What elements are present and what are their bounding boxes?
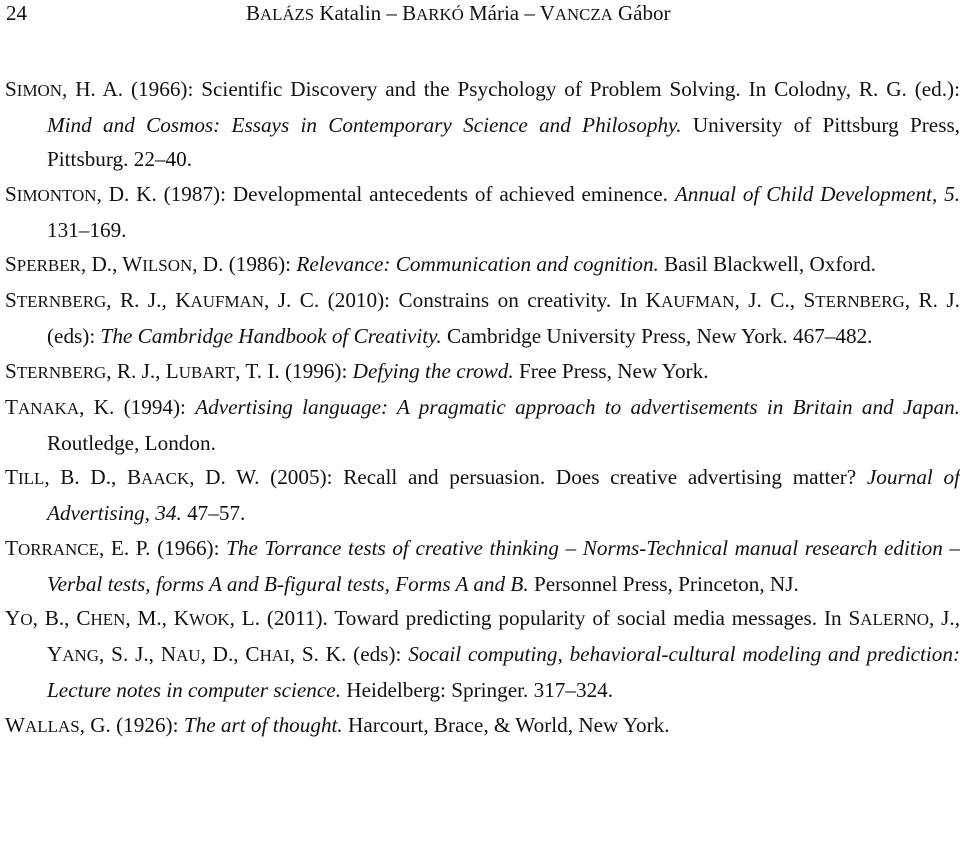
- reference-text: K: [175, 288, 191, 313]
- reference-text: University of Pittsburg Press, Pittsburg. 22–40.: [47, 113, 960, 172]
- reference-text: TERNBERG: [815, 292, 905, 312]
- reference-text: N: [160, 642, 177, 667]
- reference-entry: [5, 72, 960, 177]
- reference-text: W: [122, 252, 143, 277]
- reference-text: ALERNO: [860, 610, 929, 630]
- reference-title: The Torrance tests of creative thinking – Norms-Technical manual research edition – Verbal tests, forms A and B-figural tests, Forms A and B.: [47, 535, 960, 596]
- reference-text: AACK: [141, 469, 190, 489]
- reference-text: ANG: [62, 646, 100, 666]
- reference-text: Y: [5, 606, 21, 631]
- reference-text: , J.,: [929, 606, 960, 631]
- reference-text: HEN: [90, 610, 126, 630]
- reference-title: The art of thought.: [183, 712, 343, 737]
- reference-text: S: [5, 181, 17, 206]
- reference-text: T: [5, 394, 18, 419]
- reference-text: , D.,: [200, 642, 246, 667]
- reference-text: , D. K. (1987): Developmental antecedents of achieved eminence.: [96, 181, 675, 206]
- reference-text: , E. P. (1966):: [98, 535, 227, 560]
- reference-text: , D.,: [80, 252, 123, 277]
- reference-text: C: [245, 642, 260, 667]
- reference-text: , S. J.,: [99, 642, 161, 667]
- reference-title: Relevance: Communication and cognition.: [296, 252, 659, 277]
- reference-text: , R. J. (eds):: [47, 288, 960, 349]
- reference-entry: [5, 708, 960, 744]
- reference-entry: [5, 354, 960, 390]
- running-header: [6, 0, 956, 26]
- reference-entry: [5, 601, 960, 708]
- reference-text: ILL: [17, 469, 45, 489]
- reference-text: AU: [176, 646, 201, 666]
- reference-title: Annual of Child Development, 5.: [674, 181, 960, 206]
- reference-text: , D. (1986):: [192, 252, 297, 277]
- reference-text: ALLAS: [25, 716, 80, 736]
- reference-title: Journal of Advertising, 34.: [47, 465, 960, 526]
- reference-text: , S. K. (eds):: [289, 642, 409, 667]
- reference-text: IMON: [16, 81, 63, 100]
- reference-text: S: [848, 606, 861, 631]
- reference-text: Heidelberg: Springer. 317–324.: [341, 678, 614, 703]
- reference-text: W: [5, 712, 25, 737]
- running-head-segment: Katalin –: [314, 1, 403, 25]
- reference-text: , R. J.,: [106, 288, 176, 313]
- reference-text: ANAKA: [17, 398, 80, 418]
- running-head-segment: V: [539, 1, 555, 25]
- reference-text: ILSON: [142, 256, 193, 276]
- reference-text: AUFMAN: [190, 292, 265, 312]
- reference-text: Cambridge University Press, New York. 467–482.: [441, 324, 873, 349]
- reference-title: Socail computing, behavioral-cultural modeling and prediction: Lecture notes in computer science.: [47, 642, 960, 703]
- reference-text: 131–169.: [47, 217, 127, 242]
- reference-text: S: [5, 288, 17, 313]
- reference-text: Harcourt, Brace, & World, New York.: [342, 712, 670, 737]
- reference-text: , B.,: [32, 606, 77, 631]
- reference-text: K: [173, 606, 190, 631]
- reference-text: T: [5, 465, 18, 490]
- reference-text: Basil Blackwell, Oxford.: [658, 252, 876, 277]
- reference-text: S: [803, 288, 816, 313]
- reference-entry: [5, 460, 960, 530]
- reference-text: T: [5, 535, 18, 560]
- running-head-authors: [246, 0, 670, 28]
- running-head-segment: B: [402, 1, 417, 25]
- reference-text: , R. J.,: [106, 358, 166, 383]
- reference-text: TERNBERG: [16, 292, 107, 312]
- reference-text: K: [645, 288, 662, 313]
- reference-text: , T. I. (1996):: [235, 358, 353, 383]
- reference-title: Defying the crowd.: [352, 358, 514, 383]
- page-number: 24: [6, 1, 27, 25]
- reference-text: , J. C. (2010): Constrains on creativity. In: [264, 288, 646, 313]
- reference-text: Free Press, New York.: [513, 358, 709, 383]
- running-head-segment: B: [246, 1, 261, 25]
- reference-text: , D. W. (2005): Recall and persuasion. Does creative advertising matter?: [189, 465, 867, 490]
- reference-text: , J. C.,: [734, 288, 804, 313]
- reference-text: , M.,: [125, 606, 174, 631]
- reference-entry: [5, 390, 960, 460]
- reference-entry: [5, 283, 960, 353]
- reference-text: IMONTON: [16, 185, 97, 205]
- reference-text: B: [127, 465, 142, 490]
- running-head-segment: ANCZA: [554, 5, 613, 24]
- reference-text: , K. (1994):: [79, 394, 196, 419]
- reference-title: Mind and Cosmos: Essays in Contemporary Science and Philosophy.: [47, 113, 682, 138]
- reference-text: L: [165, 358, 179, 383]
- reference-entry: [5, 247, 960, 283]
- reference-text: 47–57.: [181, 501, 246, 526]
- reference-text: TERNBERG: [16, 362, 107, 382]
- running-head-segment: Mária –: [463, 1, 540, 25]
- reference-text: , L. (2011). Toward predicting popularity of social media messages. In: [229, 606, 849, 631]
- reference-entry: [5, 177, 960, 247]
- reference-text: O: [20, 610, 33, 630]
- reference-text: , H. A. (1966): Scientific Discovery and the Psychology of Problem Solving. In Colodny, R. G. (ed.):: [62, 77, 960, 101]
- reference-text: S: [5, 358, 17, 383]
- running-head-segment: ARKÓ: [416, 5, 464, 24]
- reference-text: S: [5, 252, 17, 277]
- reference-text: C: [76, 606, 91, 631]
- reference-text: WOK: [189, 610, 230, 630]
- reference-title: The Cambridge Handbook of Creativity.: [100, 324, 442, 349]
- running-head-segment: ALÁZS: [260, 5, 315, 24]
- reference-text: Routledge, London.: [47, 431, 216, 456]
- reference-text: PERBER: [16, 256, 81, 276]
- reference-text: UBART: [178, 362, 236, 382]
- reference-entry: [5, 531, 960, 601]
- reference-text: Y: [47, 642, 63, 667]
- reference-text: AUFMAN: [661, 292, 735, 312]
- reference-text: ORRANCE: [17, 539, 99, 559]
- reference-text: , B. D.,: [44, 465, 128, 490]
- reference-text: S: [5, 77, 17, 101]
- running-head-segment: Gábor: [612, 1, 671, 25]
- reference-text: , G. (1926):: [79, 712, 184, 737]
- reference-title: Advertising language: A pragmatic approach to advertisements in Britain and Japan.: [195, 394, 960, 419]
- reference-list: [5, 72, 960, 744]
- reference-text: HAI: [259, 646, 290, 666]
- reference-text: Personnel Press, Princeton, NJ.: [528, 571, 799, 596]
